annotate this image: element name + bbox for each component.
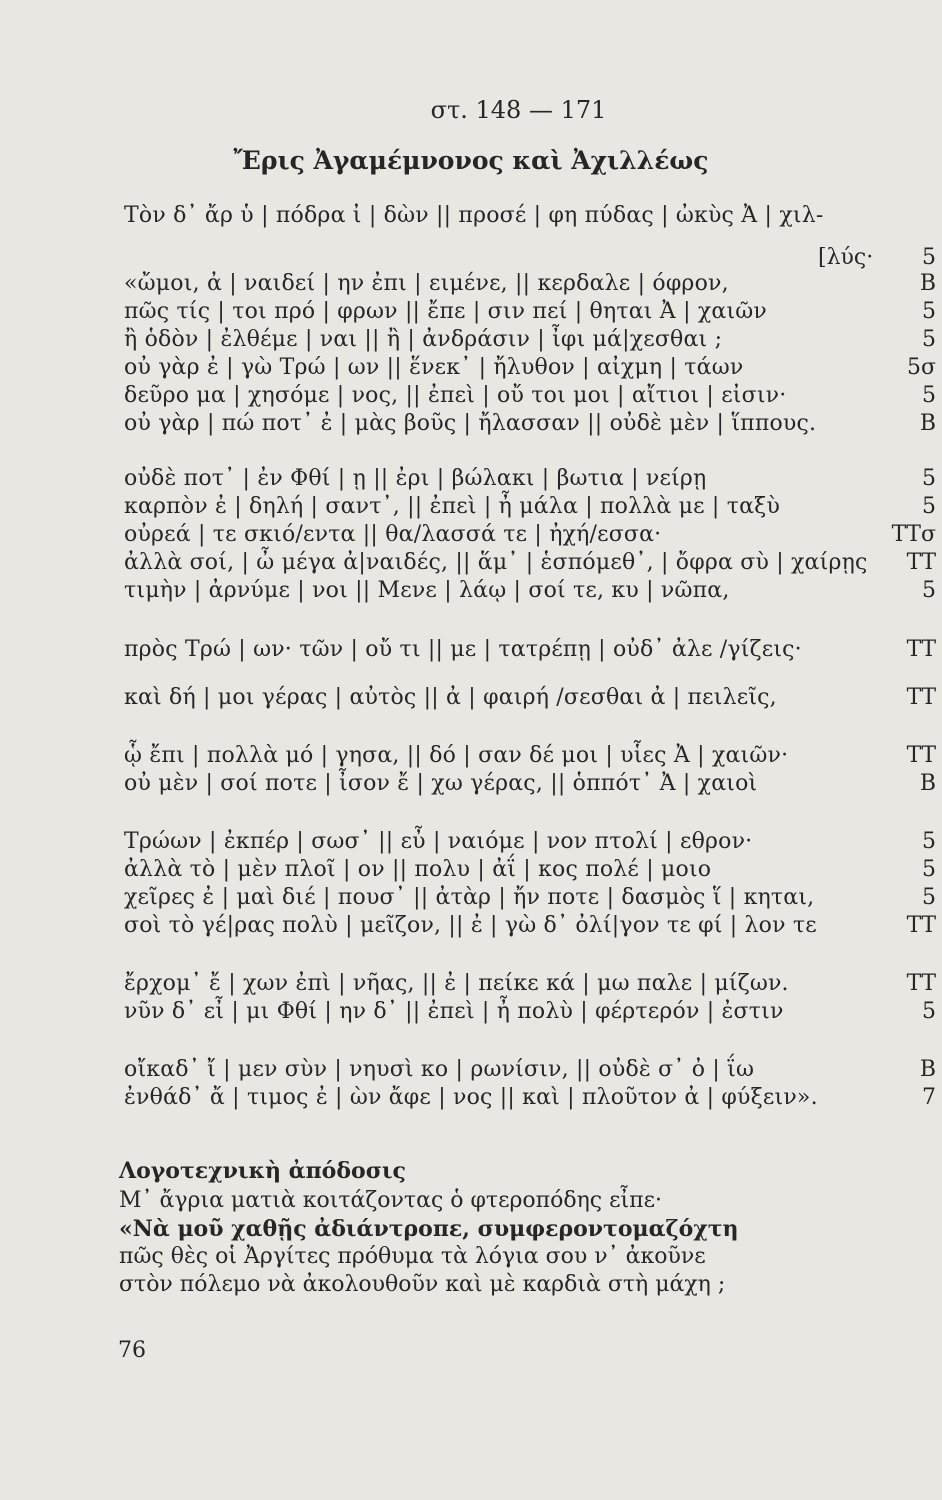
verse-text: δεῦρο μα | χησόμε | νος, || ἐπεὶ | οὔ τοι μοι | αἴτιοι | εἰσιν·: [124, 383, 787, 408]
verse-mark: 5: [922, 578, 936, 603]
verse-mark: 5σ: [906, 355, 936, 380]
translation-line: Μ᾽ ἄγρια ματιὰ κοιτάζοντας ὁ φτεροπόδης εἶπε·: [119, 1188, 662, 1213]
verse-text: ἀλλὰ τὸ | μὲν πλοῖ | ον || πολυ | ἀΐ | κος πολέ | μοιο: [124, 857, 712, 882]
verse-mark: ΤΤ: [906, 550, 936, 575]
verse-text: ἐνθάδ᾽ ἄ | τιμος ἐ | ὼν ἄφε | νος || καὶ | πλοῦτον ἀ | φύξειν».: [124, 1085, 818, 1110]
verse-text: ἀλλὰ σοί, | ὦ μέγα ἀ|ναιδές, || ἅμ᾽ | ἑσπόμεθ᾽, | ὄφρα σὺ | χαίρῃς: [124, 550, 868, 575]
verse-text: οὐ γὰρ | πώ ποτ᾽ ἐ | μὰς βοῦς | ἤλασσαν || οὐδὲ μὲν | ἵππους.: [124, 411, 817, 436]
verse-mark: 5: [922, 383, 936, 408]
verse-text: οὐ γὰρ ἐ | γὼ Τρώ | ων || ἕνεκ᾽ | ἤλυθον | αἰχμη | τάων: [124, 355, 744, 380]
verse-mark: ΤΤ: [906, 743, 936, 768]
page-number: 76: [118, 1338, 146, 1363]
verse-mark: ΤΤ: [906, 637, 936, 662]
verse-mark: B: [919, 771, 936, 796]
verse-mark: 5: [922, 885, 936, 910]
verse-mark: 5: [922, 299, 936, 324]
verse-text: ᾧ ἔπι | πολλὰ μό | γησα, || δό | σαν δέ μοι | υἷες Ἀ | χαιῶν·: [124, 743, 789, 768]
verse-text: χεῖρες ἐ | μαὶ διέ | πουσ᾽ || ἀτὰρ | ἤν ποτε | δασμὸς ἵ | κηται,: [124, 885, 815, 910]
verse-mark: 5: [922, 466, 936, 491]
verse-text: οἴκαδ᾽ ἴ | μεν σὺν | νηυσὶ κο | ρωνίσιν, || οὐδὲ σ᾽ ὀ | ΐω: [124, 1057, 755, 1082]
verse-mark: 7: [922, 1085, 936, 1110]
verse-range: στ. 148 — 171: [430, 96, 607, 124]
verse-text: πρὸς Τρώ | ων· τῶν | οὔ τι || με | τατρέπῃ | οὐδ᾽ ἀλε /γίζεις·: [124, 637, 802, 662]
continuation-text: [λύς·: [818, 245, 874, 270]
verse-mark: B: [919, 411, 936, 436]
verse-range-header: [0, 96, 942, 124]
translation-line: στὸν πόλεμο νὰ ἀκολουθοῦν καὶ μὲ καρδιὰ στὴ μάχη ;: [119, 1272, 726, 1297]
verse-mark: ΤΤ: [906, 913, 936, 938]
translation-line: «Νὰ μοῦ χαθῇς ἀδιάντροπε, συμφεροντομαζόχτη: [119, 1216, 739, 1242]
section-heading: Ἔρις Ἀγαμέμνονος καὶ Ἀχιλλέως: [233, 146, 709, 175]
verse-mark: ΤΤ: [906, 971, 936, 996]
verse-text: ἢ ὁδὸν | ἐλθέμε | ναι || ἢ | ἀνδράσιν | ἶφι μά|χεσθαι ;: [124, 327, 723, 352]
translation-heading: Λογοτεχνικὴ ἀπόδοσις: [119, 1158, 406, 1184]
verse-text: Τρώων | ἐκπέρ | σωσ᾽ || εὖ | ναιόμε | νον πτολί | εθρον·: [124, 829, 753, 854]
verse-text: «ὤμοι, ἀ | ναιδεί | ην ἐπι | ειμένε, || κερδαλε | όφρον,: [124, 271, 729, 296]
verse-text: σοὶ τὸ γέ|ρας πολὺ | μεῖζον, || ἐ | γὼ δ᾽ ὀλί|γον τε φί | λον τε: [124, 913, 817, 938]
translation-line: πῶς θὲς οἱ Ἀργίτες πρόθυμα τὰ λόγια σου ν᾽ ἀκοῦνε: [119, 1244, 706, 1269]
verse-text: οὐ μὲν | σοί ποτε | ἶσον ἔ | χω γέρας, || ὁππότ᾽ Ἀ | χαιοὶ: [124, 771, 758, 796]
verse-text: οὐδὲ ποτ᾽ | ἐν Φθί | ῃ || ἐρι | βώλακι | βωτια | νείρῃ: [124, 466, 707, 491]
verse-mark: ΤΤ: [906, 685, 936, 710]
verse-mark: 5: [922, 857, 936, 882]
verse-text: ἔρχομ᾽ ἔ | χων ἐπὶ | νῆας, || ἐ | πείκε κά | μω παλε | μίζων.: [124, 971, 789, 996]
verse-text: Τὸν δ᾽ ἄρ ὑ | πόδρα ἰ | δὼν || προσέ | φη πύδας | ὠκὺς Ἀ | χιλ-: [124, 203, 824, 228]
verse-mark: ΤΤσ: [891, 522, 936, 547]
verse-mark: B: [919, 271, 936, 296]
verse-mark: B: [919, 1057, 936, 1082]
verse-text: οὐρεά | τε σκιό/εντα || θα/λασσά τε | ἠχή/εσσα·: [124, 522, 662, 547]
verse-text: καρπὸν ἐ | δηλή | σαντ᾽, || ἐπεὶ | ἦ μάλα | πολλὰ με | ταξὺ: [124, 494, 781, 519]
verse-text: καὶ δή | μοι γέρας | αὐτὸς || ἀ | φαιρή /σεσθαι ἀ | πειλεῖς,: [124, 685, 777, 710]
verse-mark: 5: [922, 494, 936, 519]
verse-mark: 5: [922, 999, 936, 1024]
verse-mark: 5: [922, 327, 936, 352]
verse-text: νῦν δ᾽ εἶ | μι Φθί | ην δ᾽ || ἐπεὶ | ἦ πολὺ | φέρτερόν | ἐστιν: [124, 999, 784, 1024]
continuation-mark: 5: [922, 245, 936, 270]
verse-text: τιμὴν | ἀρνύμε | νοι || Μενε | λάῳ | σοί τε, κυ | νῶπα,: [124, 578, 730, 603]
verse-mark: 5: [922, 829, 936, 854]
verse-text: πῶς τίς | τοι πρό | φρων || ἔπε | σιν πεί | θηται Ἀ | χαιῶν: [124, 299, 767, 324]
